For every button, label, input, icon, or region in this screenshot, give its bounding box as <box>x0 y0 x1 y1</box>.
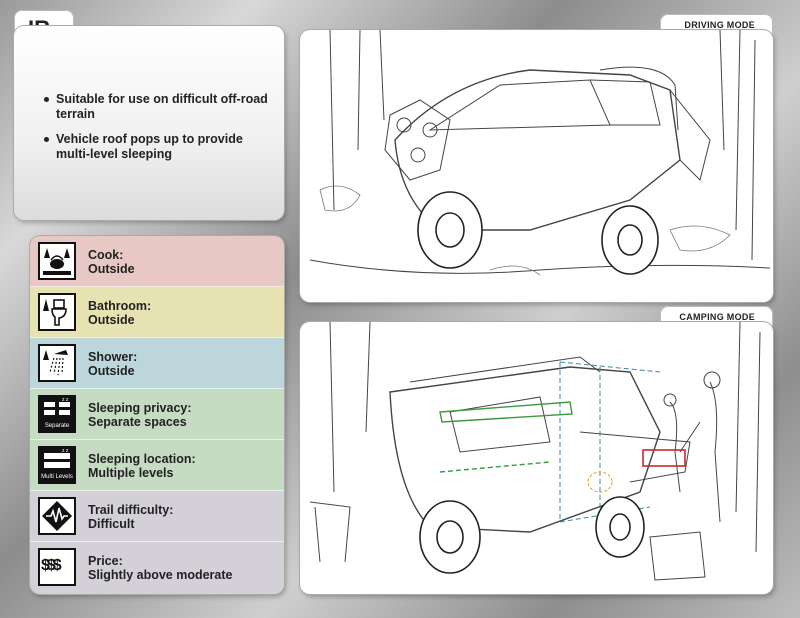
feature-text: Vehicle roof pops up to provide <box>56 132 243 146</box>
feature-list <box>14 92 284 162</box>
attribute-row-shower <box>30 338 284 389</box>
attribute-label: Bathroom: <box>88 299 152 313</box>
attribute-text <box>88 401 192 429</box>
attribute-value: Multiple levels <box>88 466 174 480</box>
attribute-text <box>88 503 173 531</box>
attribute-value: Separate spaces <box>88 415 187 429</box>
feature-text: Suitable for use on difficult off-road <box>56 92 268 106</box>
driving-mode-label: DRIVING MODE <box>684 20 755 30</box>
camping-mode-sketch <box>300 322 773 594</box>
bathroom-icon <box>38 293 76 331</box>
attribute-text <box>88 248 135 276</box>
attribute-label: Cook: <box>88 248 124 262</box>
attribute-row-bathroom <box>30 287 284 338</box>
description-card <box>14 26 284 220</box>
vehicle-sketch-driving <box>300 30 773 302</box>
price-icon <box>38 548 76 586</box>
sleeping-location-icon <box>38 446 76 484</box>
attribute-text <box>88 452 196 480</box>
camping-mode-label: CAMPING MODE <box>679 312 755 322</box>
attribute-text <box>88 554 232 582</box>
attribute-text <box>88 350 137 378</box>
feature-text: terrain <box>56 107 95 121</box>
attribute-row-price <box>30 542 284 594</box>
attribute-label: Price: <box>88 554 123 568</box>
svg-text:z z: z z <box>62 397 69 403</box>
attributes-panel <box>30 236 284 594</box>
attribute-row-sleeping-location <box>30 440 284 491</box>
attribute-value: Outside <box>88 313 135 327</box>
attribute-value: Outside <box>88 262 135 276</box>
trail-difficulty-icon <box>38 497 76 535</box>
attribute-value: Outside <box>88 364 135 378</box>
feature-item <box>44 132 276 162</box>
sleeping-privacy-icon <box>38 395 76 433</box>
driving-mode-sketch <box>300 30 773 302</box>
attribute-label: Trail difficulty: <box>88 503 174 517</box>
feature-item <box>44 92 276 122</box>
attribute-row-cook <box>30 236 284 287</box>
svg-text:z z: z z <box>62 448 69 454</box>
attribute-row-sleeping-privacy <box>30 389 284 440</box>
vehicle-sketch-camping <box>300 322 773 594</box>
attribute-label: Sleeping location: <box>88 452 196 466</box>
attribute-label: Sleeping privacy: <box>88 401 192 415</box>
price-symbol: $$$ <box>41 557 59 574</box>
attribute-row-trail-difficulty <box>30 491 284 542</box>
feature-text: multi-level sleeping <box>56 147 173 161</box>
shower-icon <box>38 344 76 382</box>
attribute-label: Shower: <box>88 350 138 364</box>
icon-caption: Separate <box>40 422 74 431</box>
cook-icon <box>38 242 76 280</box>
attribute-value: Slightly above moderate <box>88 568 233 582</box>
icon-caption: Multi Levels <box>41 474 73 480</box>
attribute-value: Difficult <box>88 517 135 531</box>
attribute-text <box>88 299 151 327</box>
